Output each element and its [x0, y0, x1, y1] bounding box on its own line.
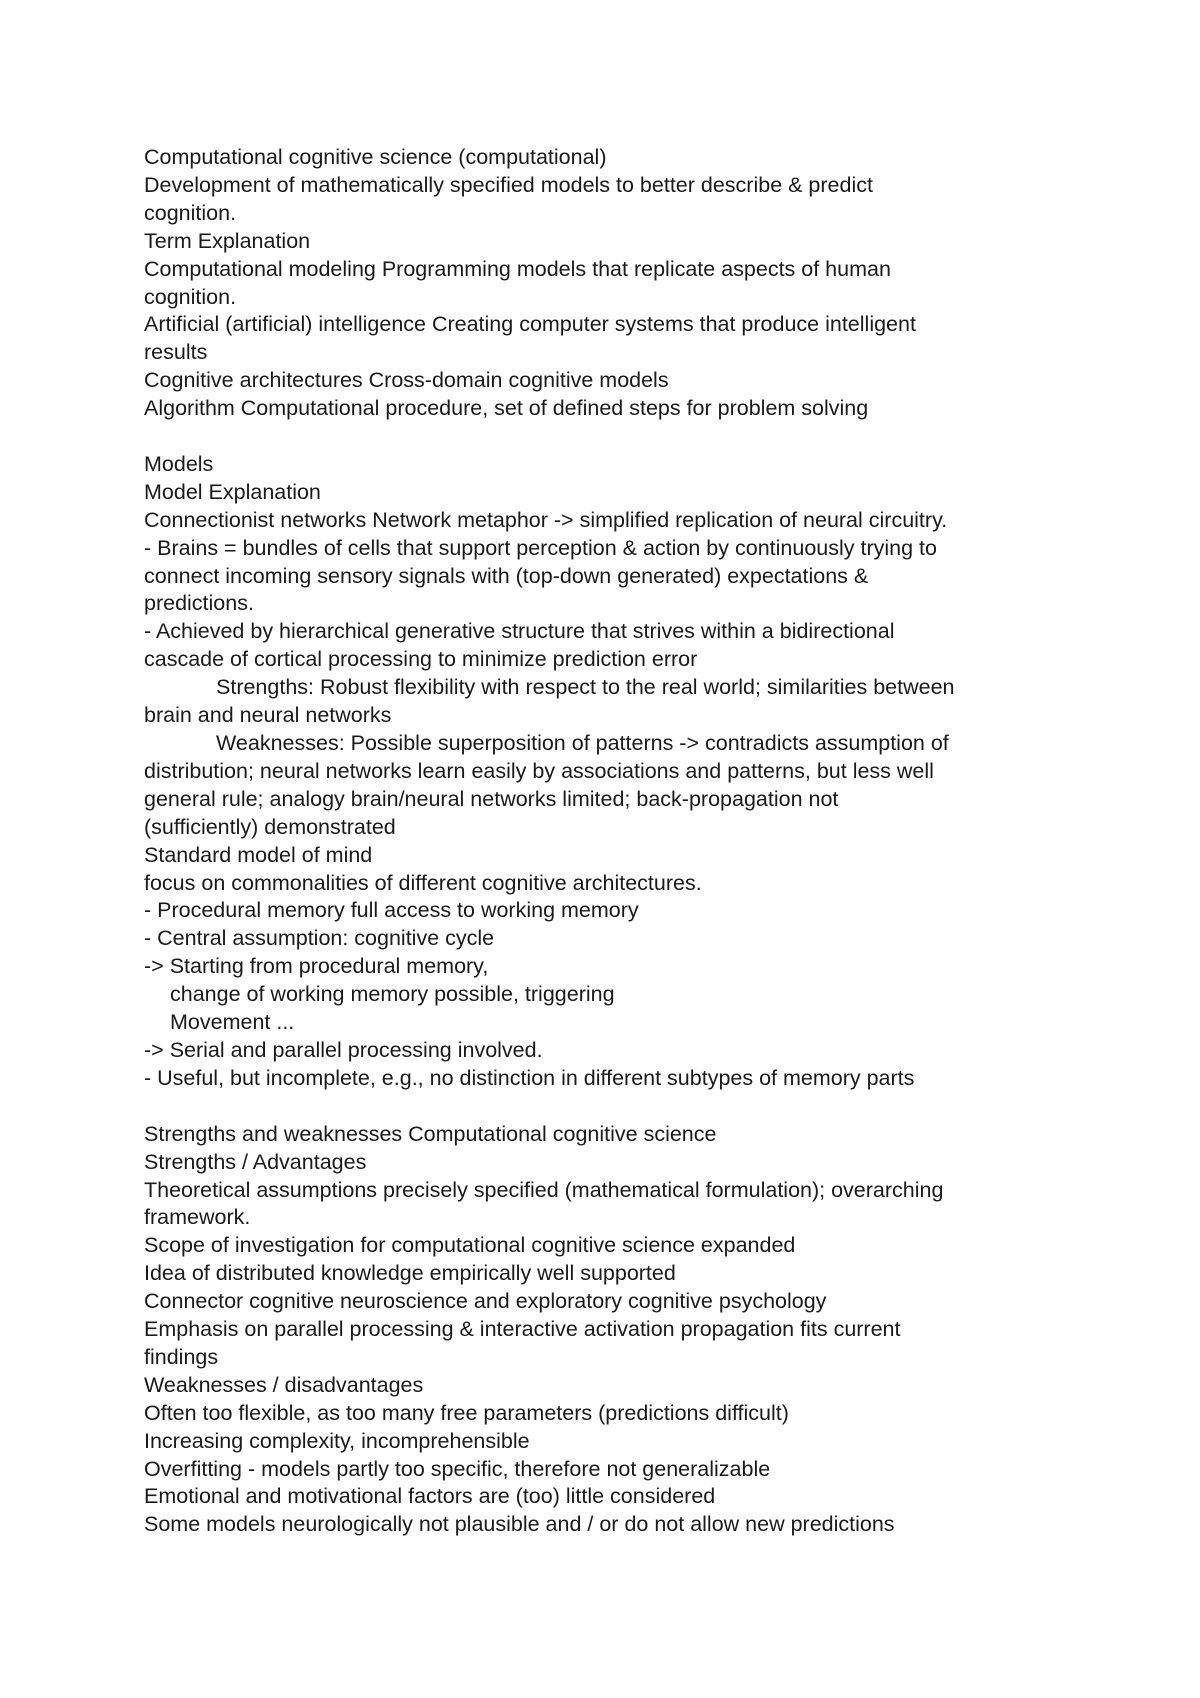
- intro-line: cognition.: [144, 200, 237, 225]
- weakness-item: Increasing complexity, incomprehensible: [144, 1428, 530, 1453]
- model-row-line: predictions.: [144, 591, 254, 616]
- strengths-line: brain and neural networks: [144, 703, 392, 728]
- strengths-line: Strengths: Robust flexibility with respect to the real world; similarities between: [216, 675, 955, 700]
- model-row-line: - Brains = bundles of cells that support perception & action by continuously trying to: [144, 535, 937, 560]
- strength-item: Idea of distributed knowledge empirically well supported: [144, 1261, 676, 1286]
- table-header: Model Explanation: [144, 479, 321, 504]
- strength-item: Connector cognitive neuroscience and exploratory cognitive psychology: [144, 1289, 827, 1314]
- term-row-line: Algorithm Computational procedure, set of defined steps for problem solving: [144, 396, 869, 421]
- strength-item: Theoretical assumptions precisely specified (mathematical formulation); overarching: [144, 1177, 944, 1202]
- section-title: Models: [144, 451, 214, 476]
- weaknesses-line: (sufficiently) demonstrated: [144, 814, 396, 839]
- strengths-header: Strengths / Advantages: [144, 1149, 367, 1174]
- standard-model-line: - Central assumption: cognitive cycle: [144, 926, 495, 951]
- term-row-line: Artificial (artificial) intelligence Creating computer systems that produce intelligent: [144, 312, 916, 337]
- standard-model-line: focus on commonalities of different cognitive architectures.: [144, 870, 702, 895]
- weakness-item: Overfitting - models partly too specific, therefore not generalizable: [144, 1456, 771, 1481]
- weakness-item: Some models neurologically not plausible and / or do not allow new predictions: [144, 1512, 895, 1537]
- weakness-item: Emotional and motivational factors are (too) little considered: [144, 1484, 716, 1509]
- section-title: Strengths and weaknesses Computational cognitive science: [144, 1121, 717, 1146]
- paragraph-spacer: [144, 1093, 1074, 1121]
- model-row-line: connect incoming sensory signals with (top-down generated) expectations &: [144, 563, 869, 588]
- model-row-line: - Achieved by hierarchical generative structure that strives within a bidirectional: [144, 619, 895, 644]
- section-title: Computational cognitive science (computational): [144, 145, 607, 169]
- weaknesses-header: Weaknesses / disadvantages: [144, 1372, 424, 1397]
- standard-model-line: - Useful, but incomplete, e.g., no distinction in different subtypes of memory parts: [144, 1065, 915, 1090]
- weaknesses-line: Weaknesses: Possible superposition of patterns -> contradicts assumption of: [216, 731, 949, 756]
- standard-model-line: -> Starting from procedural memory,: [144, 954, 489, 979]
- standard-model-line: Standard model of mind: [144, 842, 373, 867]
- term-row-line: Cognitive architectures Cross-domain cognitive models: [144, 368, 669, 393]
- weaknesses-line: distribution; neural networks learn easily by associations and patterns, but less well: [144, 758, 934, 783]
- strength-item: framework.: [144, 1205, 251, 1230]
- term-row-line: cognition.: [144, 284, 237, 309]
- model-row-line: cascade of cortical processing to minimize prediction error: [144, 647, 698, 672]
- term-row-line: results: [144, 340, 208, 365]
- paragraph-spacer: [144, 423, 1074, 451]
- strength-item: Scope of investigation for computational cognitive science expanded: [144, 1233, 796, 1258]
- weaknesses-line: general rule; analogy brain/neural networks limited; back-propagation not: [144, 786, 839, 811]
- strength-item: Emphasis on parallel processing & interactive activation propagation fits current: [144, 1317, 901, 1342]
- term-row-line: Computational modeling Programming models that replicate aspects of human: [144, 256, 891, 281]
- weakness-item: Often too flexible, as too many free parameters (predictions difficult): [144, 1400, 789, 1425]
- table-header: Term Explanation: [144, 228, 311, 253]
- standard-model-line: -> Serial and parallel processing involved.: [144, 1037, 543, 1062]
- document-body: [144, 144, 1074, 1539]
- model-row-line: Connectionist networks Network metaphor -> simplified replication of neural circuitry.: [144, 507, 948, 532]
- cycle-line: Movement ...: [170, 1010, 295, 1035]
- strength-item: findings: [144, 1344, 219, 1369]
- cycle-line: change of working memory possible, triggering: [170, 982, 615, 1007]
- intro-line: Development of mathematically specified models to better describe & predict: [144, 172, 873, 197]
- standard-model-line: - Procedural memory full access to working memory: [144, 898, 639, 923]
